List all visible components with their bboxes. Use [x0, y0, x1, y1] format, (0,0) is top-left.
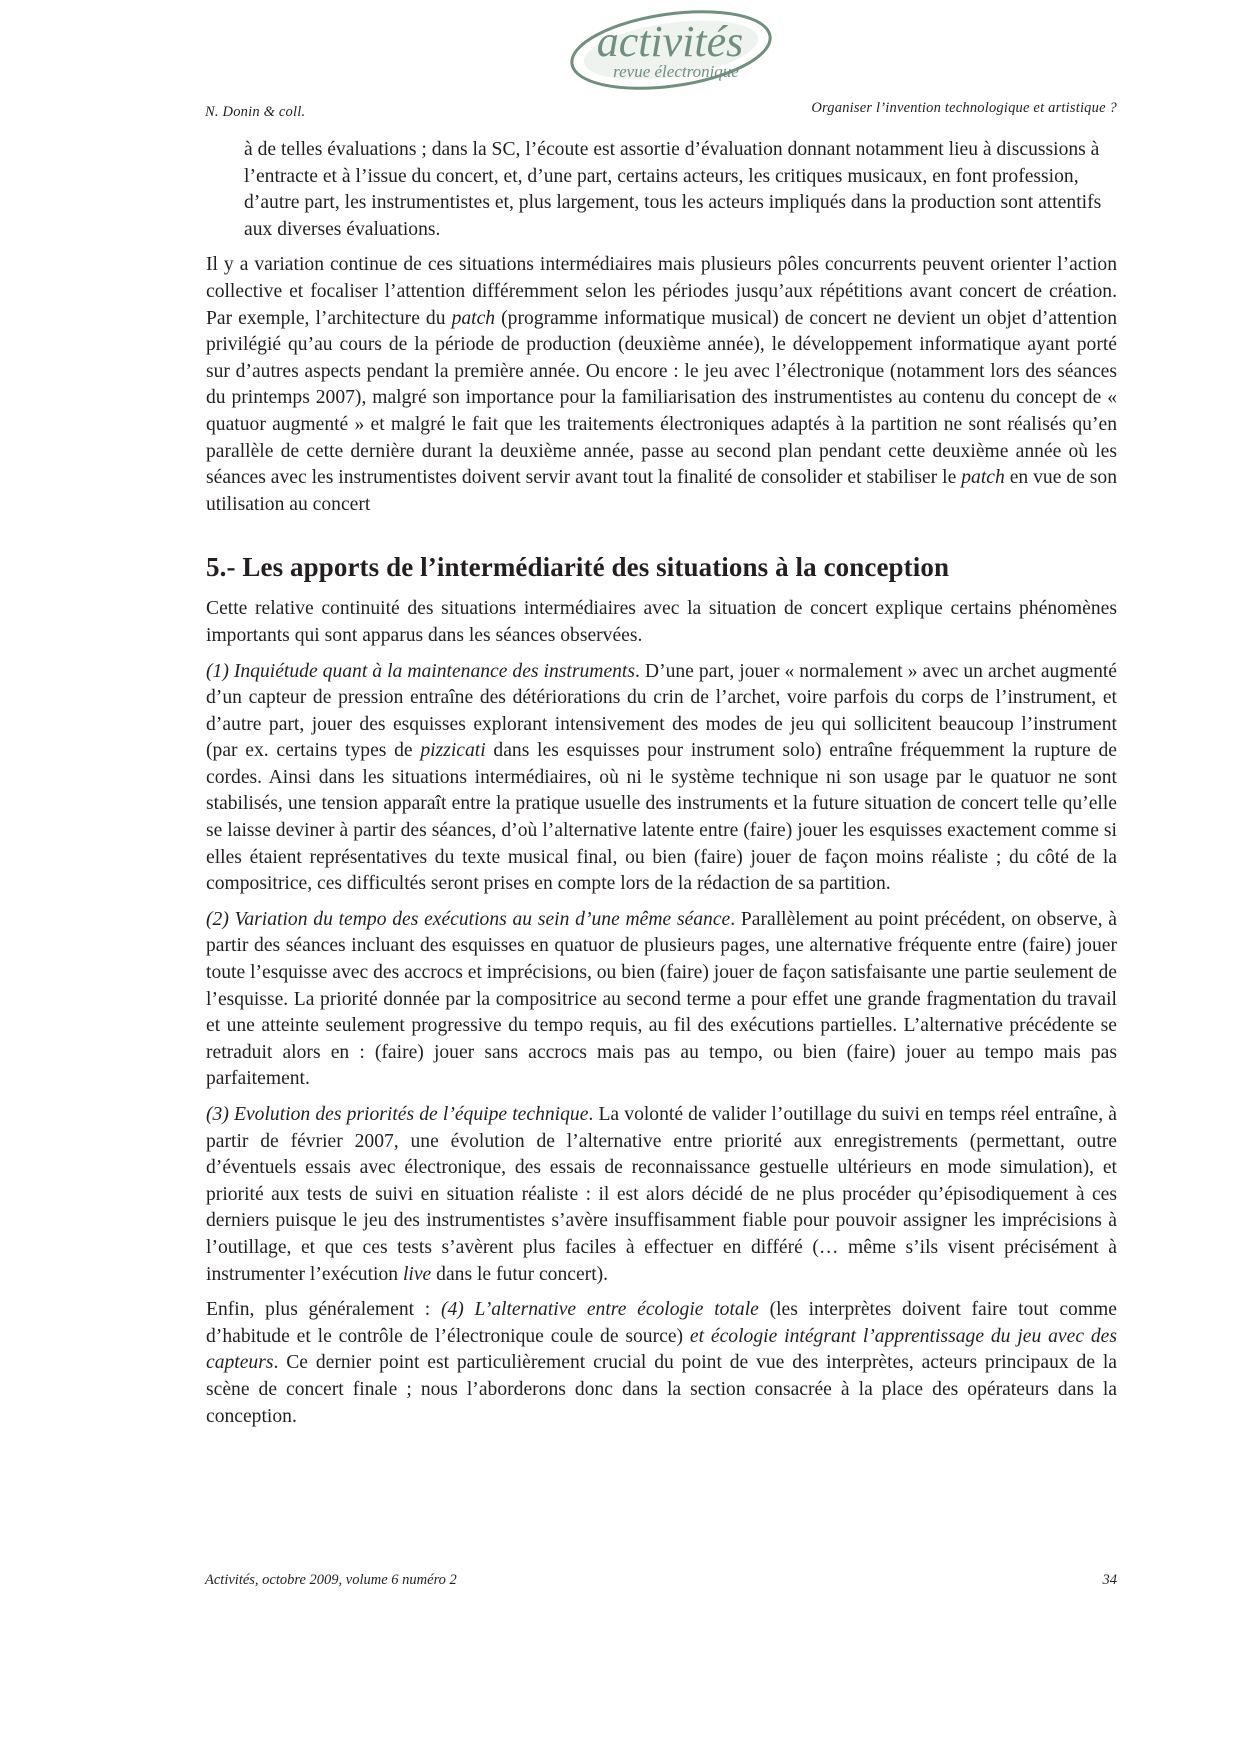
- logo-title: activités: [596, 17, 744, 66]
- indented-paragraph: à de telles évaluations ; dans la SC, l’écoute est assortie d’évaluation donnant notamment lieu à discussions à l’entracte et à l’issue du concert, et, d’une part, certains acteurs, les critiques musicaux, en font profession, d’autre part, les instrumentistes et, plus largement, tous les acteurs impliqués dans la production sont attentifs aux diverses évaluations.: [244, 139, 1102, 240]
- activites-logo: [566, 6, 776, 94]
- page-number: 34: [1102, 1572, 1117, 1588]
- running-head-authors: N. Donin & coll.: [205, 104, 306, 120]
- section-heading: 5.- Les apports de l’intermédiarité des situations à la conception: [206, 552, 950, 583]
- paragraph-6: Enfin, plus généralement : (4) L’alternative entre écologie totale (les interprètes doivent faire tout comme d’habitude et le contrôle de l’électronique coule de source) et écologie intégrant l’apprentissage du jeu avec des capteurs. Ce dernier point est particulièrement crucial du point de vue des interprètes, acteurs principaux de la scène de concert finale ; nous l’aborderons donc dans la section consacrée à la place des opérateurs dans la conception.: [206, 1299, 1117, 1427]
- paragraph-2: Cette relative continuité des situations intermédiaires avec la situation de concert explique certains phénomènes importants qui sont apparus dans les séances observées.: [206, 598, 1117, 646]
- paragraph-3: (1) Inquiétude quant à la maintenance des instruments. D’une part, jouer « normalement » avec un archet augmenté d’un capteur de pression entraîne des détériorations du crin de l’archet, voire parfois du corps de l’instrument, et d’autre part, jouer des esquisses explorant intensivement des modes de jeu qui sollicitent beaucoup l’instrument (par ex. certains types de pizzicati dans les esquisses pour instrument solo) entraîne fréquemment la rupture de cordes. Ainsi dans les situations intermédiaires, où ni le système technique ni son usage par le quatuor ne sont stabilisés, une tension apparaît entre la pratique usuelle des instruments et la future situation de concert telle qu’elle se laisse deviner à partir des séances, d’où l’alternative latente entre (faire) jouer les esquisses exactement comme si elles étaient représentatives du texte musical final, ou bien (faire) jouer de façon moins réaliste ; du côté de la compositrice, ces difficultés seront prises en compte lors de la rédaction de sa partition.: [206, 660, 1118, 895]
- article-body: [206, 137, 1117, 1439]
- paragraph-1: Il y a variation continue de ces situations intermédiaires mais plusieurs pôles concurrents peuvent orienter l’action collective et focaliser l’attention différemment selon les périodes jusqu’aux répétitions avant concert de création. Par exemple, l’architecture du patch (programme informatique musical) de concert ne devient un objet d’attention privilégié qu’au cours de la période de production (deuxième année), le développement informatique ayant porté sur d’autres aspects pendant la première année. Ou encore : le jeu avec l’électronique (notamment lors des séances du printemps 2007), malgré son importance pour la familiarisation des instrumentistes au contenu du concept de « quatuor augmenté » et malgré le fait que les traitements électroniques adaptés à la partition ne sont réalisés qu’en parallèle de cette dernière durant la deuxième année, passe au second plan pendant cette deuxième année où les séances avec les instrumentistes doivent servir avant tout la finalité de consolider et stabiliser le patch en vue de son utilisation au concert: [206, 254, 1118, 515]
- logo-subtitle: revue électronique: [613, 62, 739, 81]
- footer-citation: Activités, octobre 2009, volume 6 numéro 2: [205, 1572, 457, 1588]
- running-head-title: Organiser l’invention technologique et artistique ?: [811, 100, 1117, 116]
- paragraph-5: (3) Evolution des priorités de l’équipe technique. La volonté de valider l’outillage du suivi en temps réel entraîne, à partir de février 2007, une évolution de l’alternative entre priorité aux enregistrements (permettant, outre d’éventuels essais avec électronique, des essais de reconnaissance gestuelle ultérieurs en mode simulation), et priorité aux tests de suivi en situation réaliste : il est alors décidé de ne plus procéder qu’épisodiquement à ces derniers puisque le jeu des instrumentistes s’avère insuffisamment fiable pour pouvoir assigner les imprécisions à l’outillage, et que ces tests s’avèrent plus faciles à effectuer en différé (… même s’ils visent précisément à instrumenter l’exécution live dans le futur concert).: [206, 1104, 1117, 1285]
- paragraph-4: (2) Variation du tempo des exécutions au sein d’une même séance. Parallèlement au point précédent, on observe, à partir des séances incluant des esquisses en quatuor de plusieurs pages, une alternative fréquente entre (faire) jouer toute l’esquisse avec des accrocs et imprécisions, ou bien (faire) jouer de façon satisfaisante une partie seulement de l’esquisse. La priorité donnée par la compositrice au second terme a pour effet une grande fragmentation du travail et une atteinte seulement progressive du tempo requis, au fil des exécutions partielles. L’alternative précédente se retraduit alors en : (faire) jouer sans accrocs mais pas au tempo, ou bien (faire) jouer au tempo mais pas parfaitement.: [206, 908, 1117, 1090]
